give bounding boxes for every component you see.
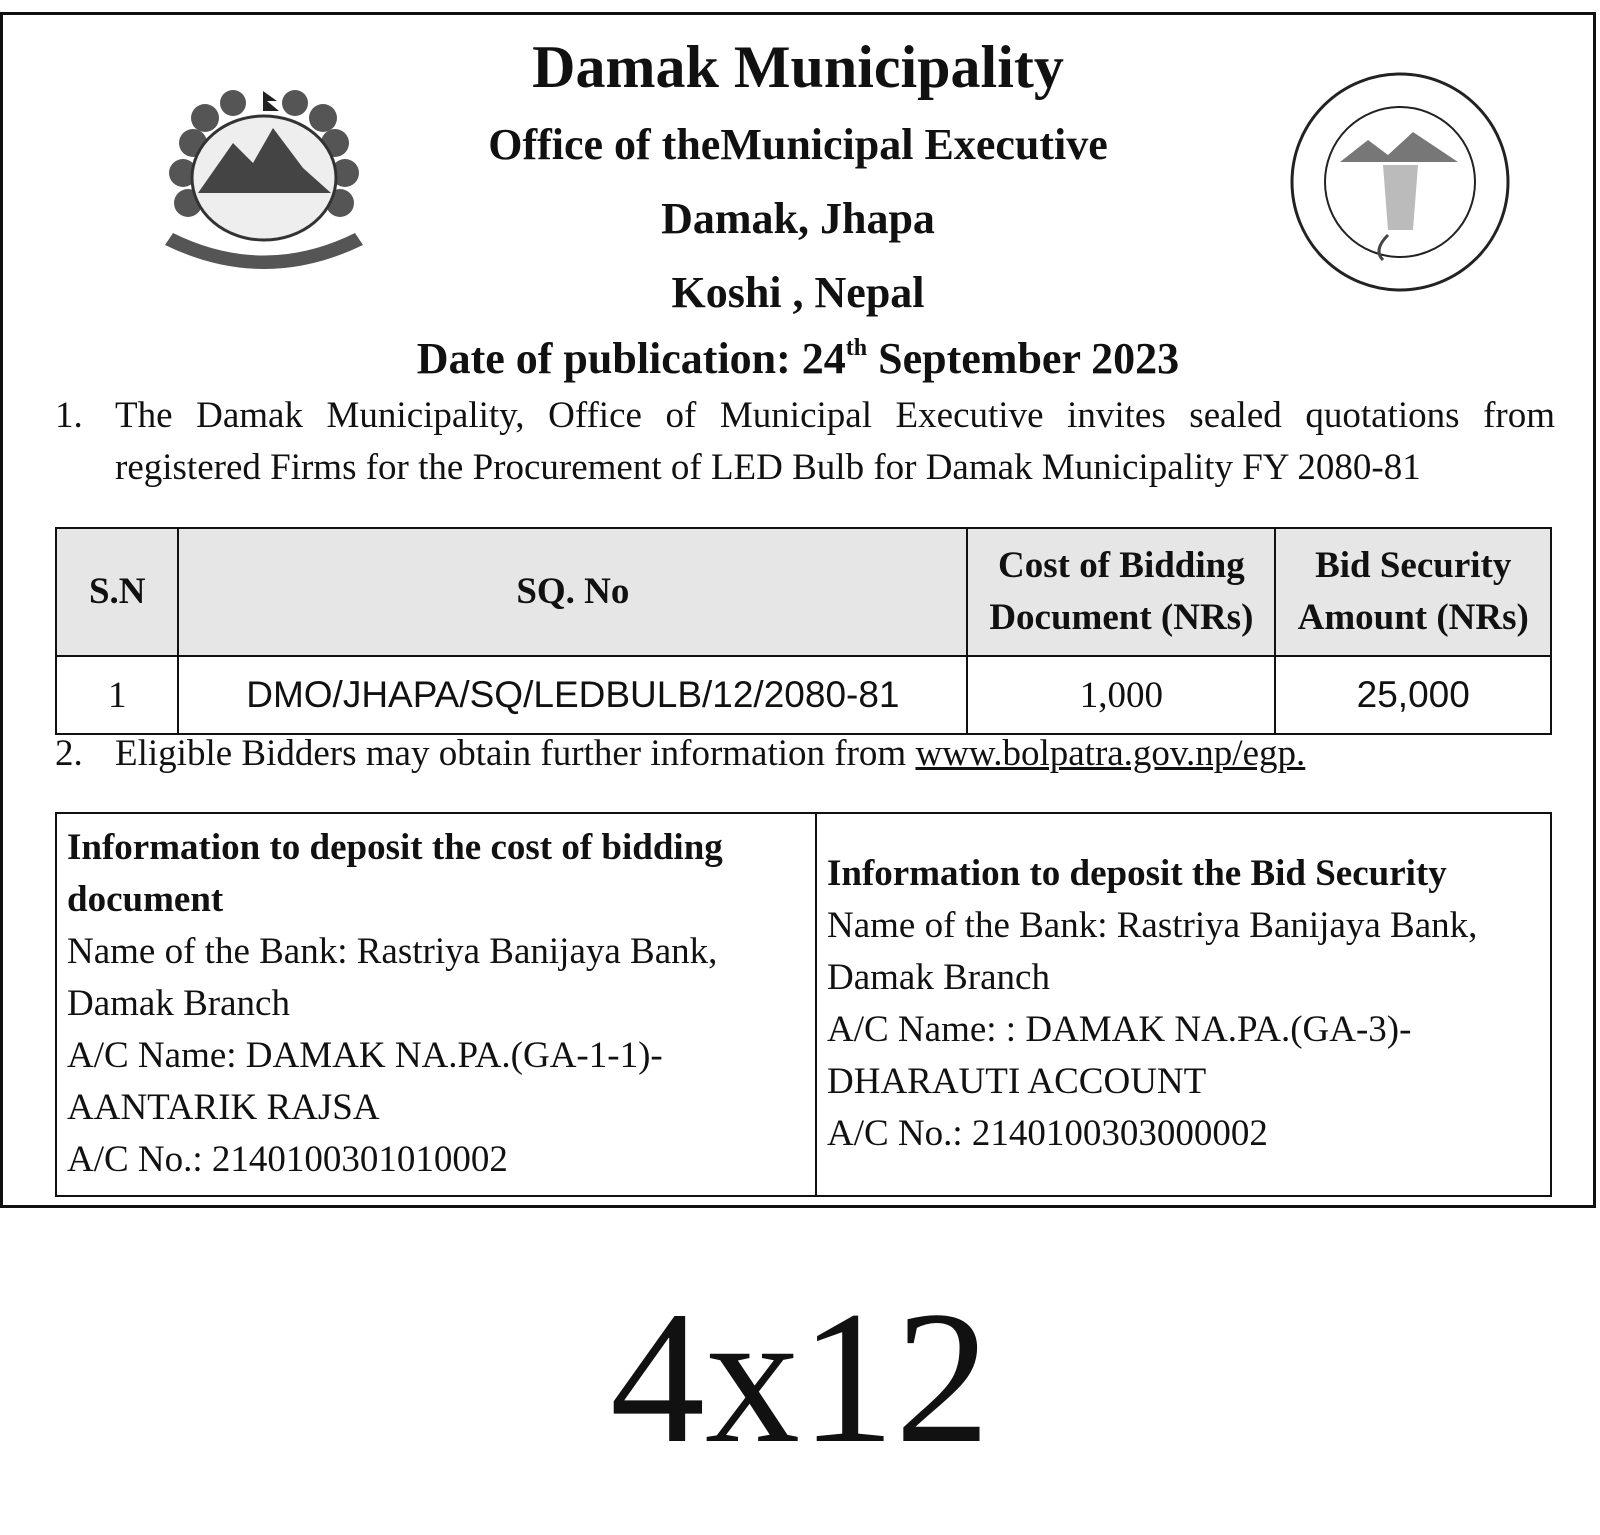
- header-cost-line1: Cost of Bidding: [998, 545, 1245, 586]
- header-sq-no: SQ. No: [178, 528, 967, 656]
- ad-size-code: 4x12: [610, 1273, 990, 1483]
- publication-date: [3, 333, 1593, 384]
- security-account-number: A/C No.: 2140100303000002: [827, 1113, 1268, 1154]
- invitation-paragraph: [55, 390, 1555, 494]
- province-name: Koshi , Nepal: [671, 268, 925, 317]
- paragraph-text: [115, 728, 1555, 780]
- header-cost-line2: Document (NRs): [989, 597, 1254, 638]
- header-bid-security: [1275, 528, 1551, 656]
- cost-deposit-info: [57, 814, 817, 1195]
- city-name: Damak, Jhapa: [661, 194, 935, 243]
- bid-table: [55, 527, 1552, 735]
- paragraph-text: The Damak Municipality, Office of Municipal Executive invites sealed quotations from registered Firms for the Procurement of LED Bulb for Damak Municipality FY 2080-81: [115, 395, 1555, 488]
- notice-box: [0, 12, 1596, 1208]
- municipality-seal-icon: [1288, 70, 1513, 295]
- page-title: Damak Municipality: [532, 34, 1064, 100]
- eligibility-text: Eligible Bidders may obtain further information from: [115, 733, 916, 774]
- cell-bid-security: 25,000: [1275, 656, 1551, 734]
- paragraph-number: 2.: [55, 733, 83, 774]
- header-bid-line1: Bid Security: [1315, 545, 1512, 586]
- security-bank-name: Name of the Bank: Rastriya Banijaya Bank, Damak Branch: [827, 905, 1478, 998]
- cell-sn: 1: [56, 656, 178, 734]
- cost-account-number: A/C No.: 2140100301010002: [67, 1139, 508, 1180]
- cell-sq-no: DMO/JHAPA/SQ/LEDBULB/12/2080-81: [178, 656, 967, 734]
- header-bid-line2: Amount (NRs): [1297, 597, 1529, 638]
- security-deposit-title: Information to deposit the Bid Security: [827, 853, 1447, 894]
- security-deposit-info: [817, 814, 1550, 1195]
- deposit-info-table: [55, 812, 1552, 1197]
- office-name: Office of theMunicipal Executive: [488, 120, 1108, 169]
- paragraph-number: 1.: [55, 395, 83, 436]
- bolpatra-link[interactable]: www.bolpatra.gov.np/egp.: [915, 733, 1306, 774]
- table-header-row: [56, 528, 1551, 656]
- nepal-emblem-icon: [153, 83, 375, 273]
- date-prefix: Date of publication: 24: [416, 334, 846, 383]
- date-suffix: September 2023: [867, 334, 1180, 383]
- table-row: [56, 656, 1551, 734]
- header-cost: [967, 528, 1275, 656]
- date-sup: th: [845, 335, 868, 361]
- eligibility-paragraph: [55, 728, 1555, 780]
- cost-bank-name: Name of the Bank: Rastriya Banijaya Bank, Damak Branch: [67, 931, 718, 1024]
- cost-deposit-title: Information to deposit the cost of bidding document: [67, 827, 723, 920]
- security-account-name: A/C Name: : DAMAK NA.PA.(GA-3)- DHARAUTI ACCOUNT: [827, 1009, 1412, 1102]
- cell-cost: 1,000: [967, 656, 1275, 734]
- header-sn: S.N: [56, 528, 178, 656]
- cost-account-name: A/C Name: DAMAK NA.PA.(GA-1-1)- AANTARIK RAJSA: [67, 1035, 663, 1128]
